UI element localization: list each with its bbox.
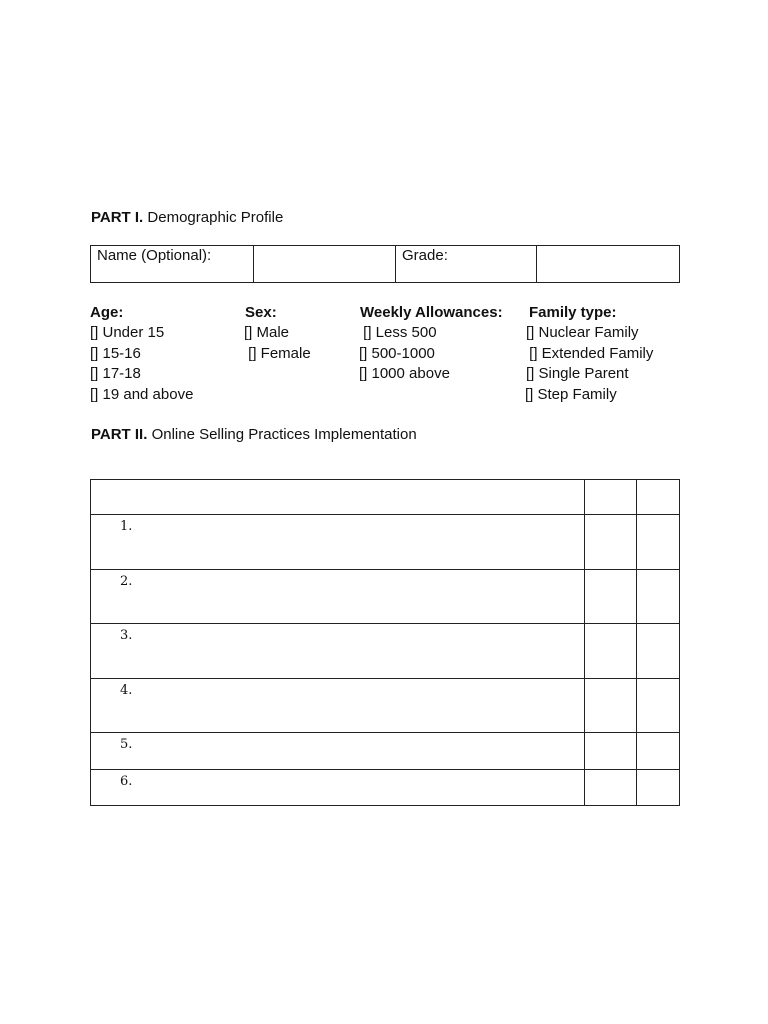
answer-cell[interactable] xyxy=(585,770,637,806)
age-option-15-16[interactable]: [] 15-16 xyxy=(90,344,141,362)
sex-title: Sex: xyxy=(245,304,277,321)
item-number: 6. xyxy=(120,774,133,789)
age-option-under-15[interactable]: [] Under 15 xyxy=(90,324,165,342)
part2-title: Online Selling Practices Implementation xyxy=(151,426,417,443)
answer-cell[interactable] xyxy=(585,515,637,570)
family-title: Family type: xyxy=(529,304,617,321)
grade-input-cell[interactable] xyxy=(537,246,680,283)
part1-heading xyxy=(91,209,283,226)
part1-label: PART I. xyxy=(91,209,144,226)
answer-cell[interactable] xyxy=(585,624,637,679)
table-row xyxy=(91,515,680,570)
family-option-extended[interactable]: [] Extended Family xyxy=(525,344,654,362)
item-number: 5. xyxy=(120,737,133,752)
allowance-group xyxy=(359,303,503,385)
age-option-17-18[interactable]: [] 17-18 xyxy=(90,365,141,383)
item-cell xyxy=(91,770,585,806)
header-cell xyxy=(637,480,680,515)
answer-cell[interactable] xyxy=(637,770,680,806)
sex-option-male[interactable]: [] Male xyxy=(244,324,290,342)
family-option-step[interactable]: [] Step Family xyxy=(525,385,617,403)
item-number: 3. xyxy=(120,628,133,643)
answer-cell[interactable] xyxy=(637,679,680,733)
header-cell xyxy=(585,480,637,515)
header-cell xyxy=(91,480,585,515)
grade-label-cell xyxy=(396,246,537,283)
answer-cell[interactable] xyxy=(637,570,680,624)
answer-cell[interactable] xyxy=(637,515,680,570)
part1-title: Demographic Profile xyxy=(147,209,284,226)
allowance-title: Weekly Allowances: xyxy=(360,304,503,321)
name-label-cell xyxy=(91,246,254,283)
item-cell xyxy=(91,679,585,733)
age-group xyxy=(90,303,193,405)
family-option-nuclear[interactable]: [] Nuclear Family xyxy=(526,324,639,342)
family-option-single-parent[interactable]: [] Single Parent xyxy=(526,365,629,383)
practices-table xyxy=(90,479,680,806)
table-row xyxy=(91,570,680,624)
age-option-19-above[interactable]: [] 19 and above xyxy=(90,385,194,403)
name-grade-table xyxy=(90,245,680,283)
table-row xyxy=(91,624,680,679)
age-title: Age: xyxy=(90,304,124,321)
sex-group xyxy=(244,303,311,364)
item-cell xyxy=(91,570,585,624)
answer-cell[interactable] xyxy=(585,733,637,770)
item-cell xyxy=(91,733,585,770)
table-row xyxy=(91,733,680,770)
allowance-option-less-500[interactable]: [] Less 500 xyxy=(359,324,437,342)
table-row xyxy=(91,679,680,733)
item-number: 1. xyxy=(120,519,133,534)
item-cell xyxy=(91,624,585,679)
part2-label: PART II. xyxy=(91,426,148,443)
item-number: 2. xyxy=(120,574,133,589)
sex-option-female[interactable]: [] Female xyxy=(244,344,311,362)
grade-label: Grade: xyxy=(402,247,448,264)
answer-cell[interactable] xyxy=(637,733,680,770)
name-label: Name (Optional): xyxy=(97,247,212,264)
item-cell xyxy=(91,515,585,570)
allowance-option-1000-above[interactable]: [] 1000 above xyxy=(359,365,450,383)
family-group xyxy=(525,303,653,405)
table-row xyxy=(91,770,680,806)
part2-heading xyxy=(91,426,417,443)
name-input-cell[interactable] xyxy=(254,246,396,283)
answer-cell[interactable] xyxy=(585,570,637,624)
answer-cell[interactable] xyxy=(637,624,680,679)
table-header-row xyxy=(91,480,680,515)
answer-cell[interactable] xyxy=(585,679,637,733)
allowance-option-500-1000[interactable]: [] 500-1000 xyxy=(359,344,435,362)
item-number: 4. xyxy=(120,683,133,698)
